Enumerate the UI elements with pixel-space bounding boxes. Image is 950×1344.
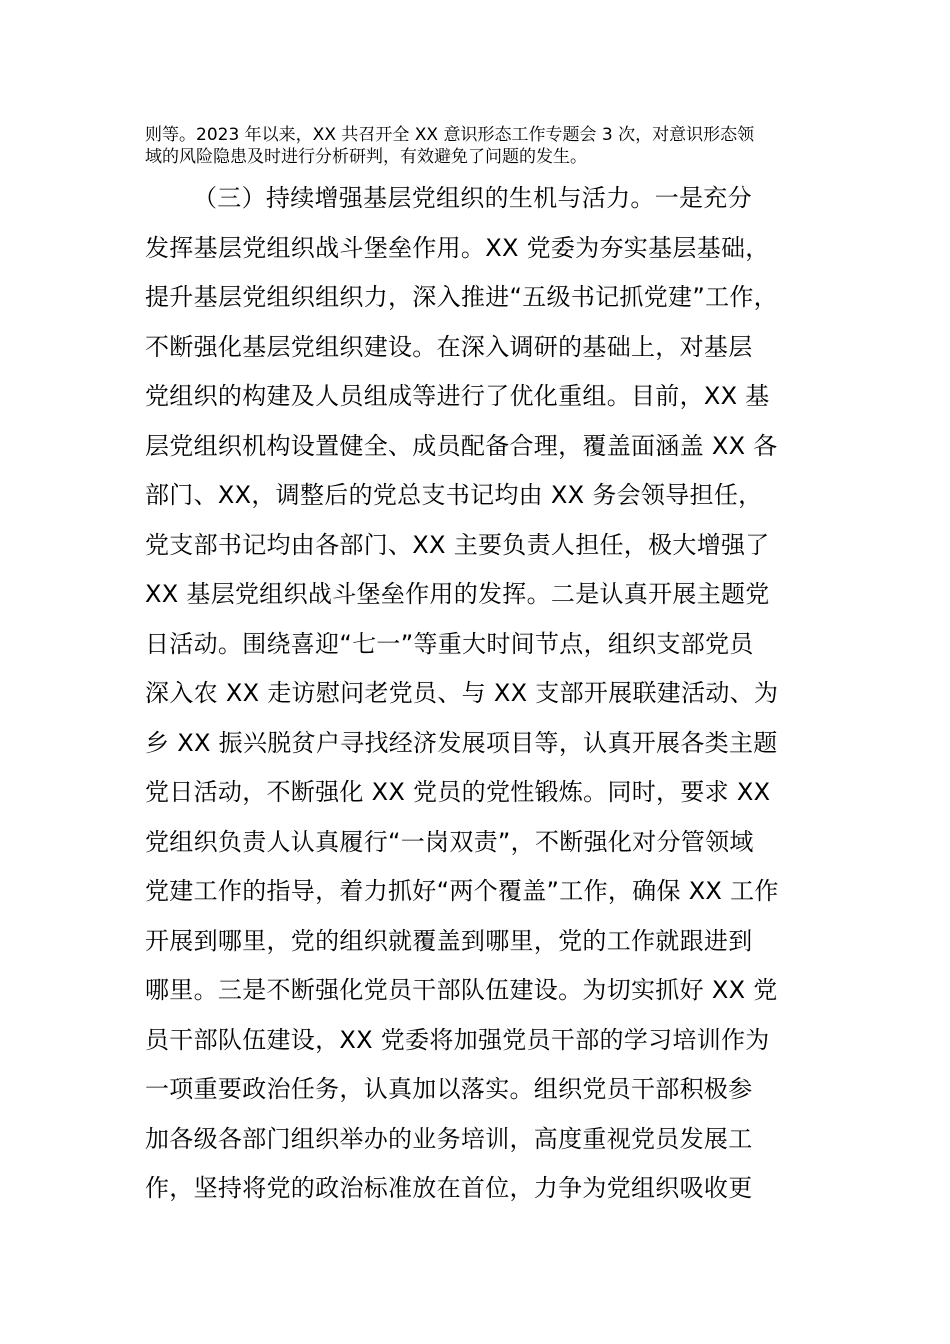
body-line: 发挥基层党组织战斗堡垒作用。XX 党委为夯实基层基础， xyxy=(145,233,770,262)
body-line: 部门、XX，调整后的党总支书记均由 XX 务会领导担任， xyxy=(145,481,763,509)
body-line: 党日活动，不断强化 XX 党员的党性锻炼。同时，要求 XX xyxy=(145,778,771,806)
body-line: 一项重要政治任务，认真加以落实。组织党员干部积极参 xyxy=(145,1075,753,1103)
body-line: 提升基层党组织组织力，深入推进“五级书记抓党建”工作， xyxy=(145,283,778,311)
body-line: 员干部队伍建设，XX 党委将加强党员干部的学习培训作为 xyxy=(145,1025,770,1054)
body-line: 乡 XX 振兴脱贫户寻找经济发展项目等，认真开展各类主题 xyxy=(145,728,778,757)
body-line: （三）持续增强基层党组织的生机与活力。一是充分 xyxy=(193,184,752,212)
body-line: 加各级各部门组织举办的业务培训，高度重视党员发展工 xyxy=(145,1124,753,1153)
body-line: 层党组织机构设置健全、成员配备合理，覆盖面涵盖 XX 各 xyxy=(145,431,778,460)
intro-paragraph xyxy=(145,124,815,168)
body-line: 作，坚持将党的政治标准放在首位，力争为党组织吸收更 xyxy=(145,1174,753,1202)
body-paragraph xyxy=(145,174,825,1214)
body-line: 开展到哪里，党的组织就覆盖到哪里，党的工作就跟进到 xyxy=(145,926,753,955)
body-line: 日活动。围绕喜迎“七一”等重大时间节点，组织支部党员 xyxy=(145,629,754,658)
intro-line: 域的风险隐患及时进行分析研判，有效避免了问题的发生。 xyxy=(145,147,587,167)
intro-line: 则等。2023 年以来，XX 共召开全 XX 意识形态工作专题会 3 次，对意识形态领 xyxy=(145,125,755,145)
body-line: XX 基层党组织战斗堡垒作用的发挥。二是认真开展主题党 xyxy=(145,580,770,608)
body-line: 哪里。三是不断强化党员干部队伍建设。为切实抓好 XX 党 xyxy=(145,976,778,1004)
body-line: 不断强化基层党组织建设。在深入调研的基础上，对基层 xyxy=(145,332,753,361)
body-line: 深入农 XX 走访慰问老党员、与 XX 支部开展联建活动、为 xyxy=(145,679,779,707)
body-line: 党建工作的指导，着力抓好“两个覆盖”工作，确保 XX 工作 xyxy=(145,877,779,905)
body-line: 党组织的构建及人员组成等进行了优化重组。目前，XX 基 xyxy=(145,382,770,410)
body-line: 党支部书记均由各部门、XX 主要负责人担任，极大增强了 xyxy=(145,530,770,559)
body-line: 党组织负责人认真履行“一岗双责”，不断强化对分管领域 xyxy=(145,827,754,856)
